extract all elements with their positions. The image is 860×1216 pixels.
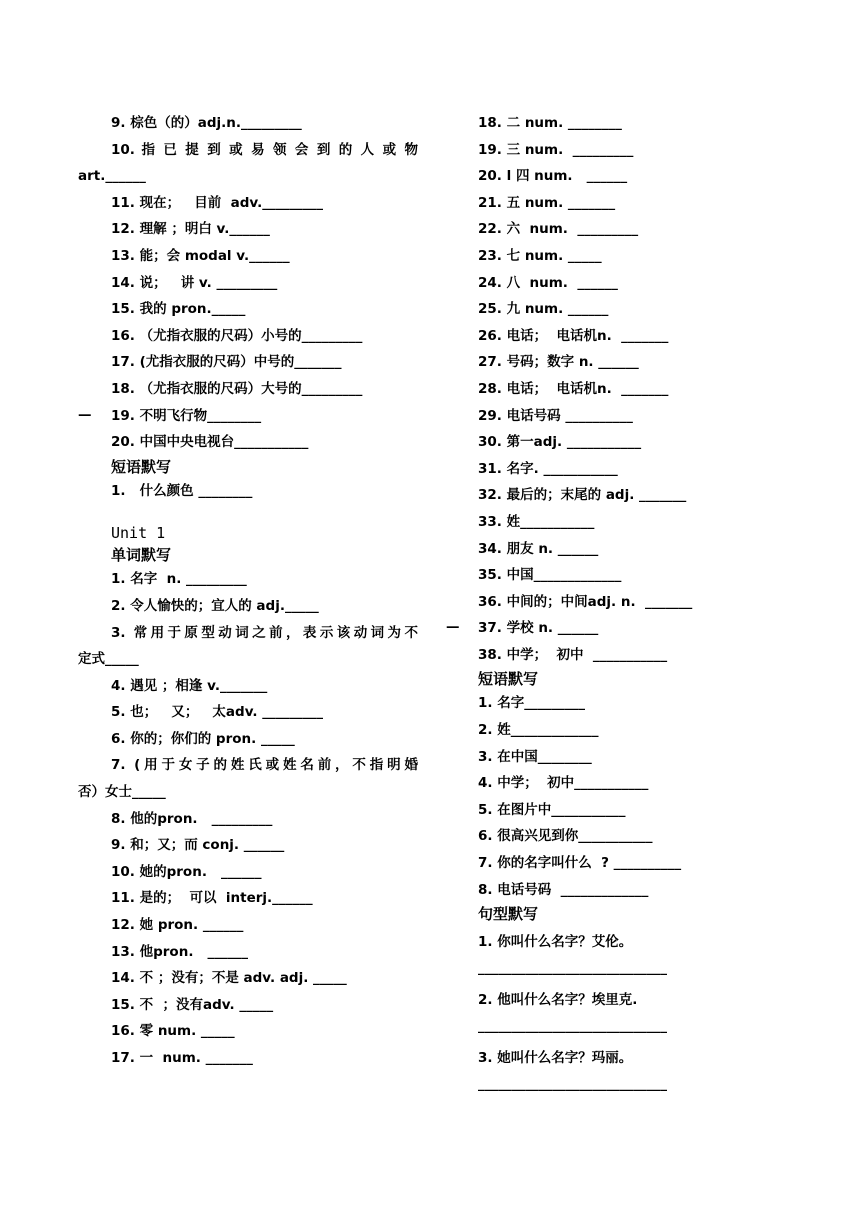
- answer-line: ____________________________: [478, 960, 667, 977]
- sentence-prompt: 1. 你叫什么名字？艾伦。: [478, 934, 633, 951]
- vocab-item: 8. 电话号码 _____________: [478, 881, 649, 898]
- vocab-item: 19. 不明飞行物________: [111, 407, 262, 424]
- sentence-prompt: 3. 她叫什么名字？玛丽。: [478, 1050, 633, 1067]
- vocab-item: 13. 他pron. ______: [111, 943, 249, 960]
- vocab-item: 34. 朋友 n. ______: [478, 540, 599, 557]
- section-heading: 短语默写: [111, 457, 172, 476]
- section-heading: 短语默写: [478, 670, 539, 689]
- vocab-item: 13. 能；会 modal v.______: [111, 247, 290, 264]
- answer-line: ____________________________: [478, 1018, 667, 1035]
- right-column: [478, 110, 788, 1099]
- vocab-item: 10. 她的pron. ______: [111, 863, 262, 880]
- vocab-item: 31. 名字. ___________: [478, 460, 618, 477]
- vocab-item: 26. 电话； 电话机n. _______: [478, 327, 669, 344]
- section-heading: 单词默写: [111, 546, 172, 565]
- answer-line: ____________________________: [478, 1076, 667, 1093]
- vocab-item: 10. 指 已 提 到 或 易 领 会 到 的 人 或 物: [111, 141, 418, 158]
- vocab-item: 20. 中国中央电视台___________: [111, 434, 309, 451]
- vocab-item: 28. 电话； 电话机n. _______: [478, 380, 669, 397]
- vocab-item: 36. 中间的；中间adj. n. _______: [478, 593, 693, 610]
- vocab-item: 21. 五 num. _______: [478, 194, 616, 211]
- vocab-item: 23. 七 num. _____: [478, 247, 602, 264]
- vocab-item: 18. （尤指衣服的尺码）大号的_________: [111, 380, 363, 397]
- vocab-item: 20. l 四 num. ______: [478, 168, 628, 185]
- vocab-item: 12. 她 pron. ______: [111, 917, 244, 934]
- vocab-item: 12. 理解 ；明白 v.______: [111, 221, 270, 238]
- continuation-dash: —: [446, 619, 460, 635]
- vocab-item-continuation: 定式_____: [78, 651, 139, 668]
- vocab-item: 22. 六 num. _________: [478, 221, 639, 238]
- vocab-item: 3. 在中国________: [478, 748, 592, 765]
- vocab-item: 6. 很高兴见到你___________: [478, 828, 653, 845]
- vocab-item: 16. （尤指衣服的尺码）小号的_________: [111, 327, 363, 344]
- vocab-item: 17. (尤指衣服的尺码）中号的_______: [111, 354, 342, 371]
- vocab-item: 5. 在图片中___________: [478, 801, 626, 818]
- vocab-item: 3. 常用于原型动词之前，表示该动词为不: [111, 624, 418, 641]
- vocab-item: 25. 九 num. ______: [478, 301, 609, 318]
- vocab-item: 1. 名字 n. _________: [111, 571, 247, 588]
- vocab-item: 30. 第一adj. ___________: [478, 434, 642, 451]
- vocab-item: 24. 八 num. ______: [478, 274, 618, 291]
- vocab-item: 2. 姓_____________: [478, 722, 599, 739]
- vocab-item: 7. (用于女子的姓氏或姓名前，不指明婚: [111, 757, 418, 774]
- vocab-item: 35. 中国_____________: [478, 567, 622, 584]
- vocab-item: 32. 最后的；末尾的 adj. _______: [478, 487, 687, 504]
- continuation-dash: —: [78, 407, 92, 423]
- vocab-item: 17. 一 num. _______: [111, 1050, 253, 1066]
- left-column: [78, 110, 418, 1072]
- vocab-item: 9. 棕色（的）adj.n._________: [111, 115, 302, 131]
- vocab-item: 15. 不 ；没有adv. _____: [111, 996, 274, 1013]
- vocab-item: 6. 你的；你们的 pron. _____: [111, 730, 295, 747]
- vocab-item: 5. 也； 又； 太adv. _________: [111, 704, 323, 721]
- vocab-item: 18. 二 num. ________: [478, 115, 622, 131]
- vocab-item: 38. 中学； 初中 ___________: [478, 646, 668, 663]
- vocab-item: 8. 他的pron. _________: [111, 810, 273, 827]
- vocab-item: 33. 姓___________: [478, 513, 595, 530]
- vocab-item: 1. 什么颜色 ________: [111, 482, 253, 499]
- vocab-item: 7. 你的名字叫什么 ? __________: [478, 855, 682, 872]
- sentence-prompt: 2. 他叫什么名字？埃里克.: [478, 992, 638, 1009]
- vocab-item: 11. 是的； 可以 interj.______: [111, 890, 313, 907]
- vocab-item: 4. 遇见 ；相逢 v._______: [111, 677, 268, 694]
- section-heading: 句型默写: [478, 905, 539, 924]
- vocab-item: 1. 名字_________: [478, 695, 585, 712]
- vocab-item: 27. 号码；数字 n. ______: [478, 354, 639, 371]
- vocab-item: 2. 令人愉快的；宜人的 adj._____: [111, 597, 319, 614]
- vocab-item: 15. 我的 pron._____: [111, 301, 246, 318]
- vocab-item: 29. 电话号码 __________: [478, 407, 633, 424]
- vocab-item: 37. 学校 n. ______: [478, 620, 599, 637]
- vocab-item: 19. 三 num. _________: [478, 141, 634, 158]
- vocab-item-continuation: art.______: [78, 168, 146, 185]
- vocab-item: 14. 说； 讲 v. _________: [111, 274, 278, 291]
- vocab-item-continuation: 否）女士_____: [78, 784, 166, 801]
- vocab-item: 9. 和；又；而 conj. ______: [111, 837, 285, 854]
- vocab-item: 4. 中学； 初中___________: [478, 775, 649, 792]
- vocab-item: 11. 现在； 目前 adv._________: [111, 194, 323, 211]
- vocab-item: 14. 不 ；没有；不是 adv. adj. _____: [111, 970, 347, 987]
- vocab-item: 16. 零 num. _____: [111, 1023, 235, 1040]
- unit-title: Unit 1: [111, 524, 166, 543]
